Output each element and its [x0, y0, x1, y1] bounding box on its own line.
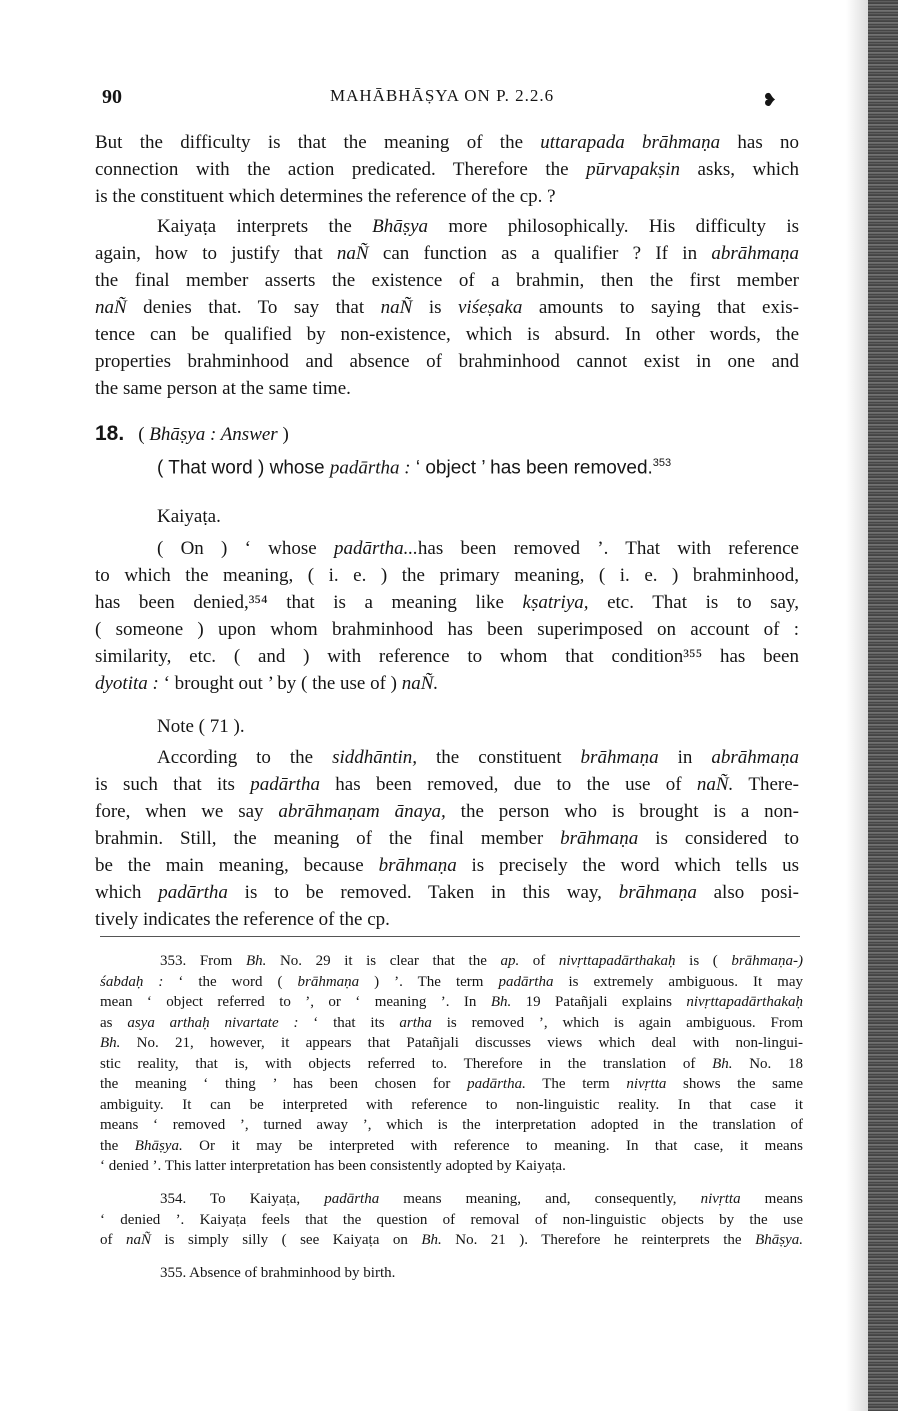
section-18 [95, 420, 799, 477]
text-line: ( On ) ‘ whose padārtha...has been removed ’. That with reference [157, 538, 799, 559]
text-line: ( someone ) upon whom brahminhood has been superimposed on account of : [95, 619, 799, 640]
commentary-label: Kaiyaṭa. [157, 506, 221, 527]
text-line: which padārtha is to be removed. Taken in this way, brāhmaṇa also posi- [95, 882, 800, 903]
footnote-line: ambiguity. It can be interpreted with reference to non-linguistic reality. In that case it [100, 1096, 803, 1113]
footnote-line: 354. To Kaiyaṭa, padārtha means meaning, and, consequently, nivṛtta means [160, 1191, 803, 1207]
footnote-line: of naÑ is simply silly ( see Kaiyaṭa on Bh. No. 21 ). Therefore he reinterprets the Bhāṣya. [100, 1232, 803, 1248]
margin-mark-icon: ❥ [762, 90, 778, 110]
text-line: is the constituent which determines the reference of the cp. ? [95, 186, 556, 207]
footnote-ref-353: 353 [652, 457, 672, 469]
footnote-line: Bh. No. 21, however, it appears that Patañjali discusses views which deal with non-lingui- [100, 1035, 803, 1051]
footnote-line: stic reality, that is, with objects referred to. Therefore in the translation of Bh. No. 18 [100, 1055, 803, 1072]
text-line: is such that its padārtha has been removed, due to the use of naÑ. There- [95, 774, 799, 795]
text-line: similarity, etc. ( and ) with reference to whom that condition³⁵⁵ has been [95, 646, 799, 667]
page-shadow [846, 0, 868, 1411]
text-line: tively indicates the reference of the cp. [95, 909, 390, 930]
text-line: the same person at the same time. [95, 378, 351, 399]
text-line: Kaiyaṭa interprets the Bhāṣya more philosophically. His difficulty is [157, 216, 799, 237]
text-line: the final member asserts the existence of a brahmin, then the first member [95, 270, 799, 291]
text-line: tence can be qualified by non-existence, which is absurd. In other words, the [95, 324, 799, 345]
text-line: again, how to justify that naÑ can function as a qualifier ? If in abrāhmaṇa [95, 243, 799, 264]
footnote-line: the meaning ‘ thing ’ has been chosen for padārtha. The term nivṛtta shows the same [100, 1076, 803, 1092]
page-number: 90 [102, 86, 122, 108]
section-heading: 18. ( Bhāṣya : Answer ) [95, 422, 289, 445]
text-line: brahmin. Still, the meaning of the final member brāhmaṇa is considered to [95, 828, 799, 849]
footnote-line: 355. Absence of brahminhood by birth. [160, 1265, 396, 1281]
text-line: properties brahminhood and absence of brahminhood cannot exist in one and [95, 351, 799, 372]
text-line: be the main meaning, because brāhmaṇa is precisely the word which tells us [95, 855, 799, 876]
footnote-354 [100, 1189, 803, 1251]
page-header [0, 86, 898, 112]
text-line: to which the meaning, ( i. e. ) the primary meaning, ( i. e. ) brahminhood, [95, 565, 799, 586]
footnote-355 [100, 1263, 803, 1284]
footnote-line: the Bhāṣya. Or it may be interpreted with reference to meaning. In that case, it means [100, 1137, 804, 1154]
footnote-353 [100, 951, 803, 1177]
footnote-line: mean ‘ object referred to ’, or ‘ meaning ’. In Bh. 19 Patañjali explains nivṛttapadārthakaḥ [100, 994, 803, 1010]
paragraph-kaiyata-commentary [95, 535, 799, 697]
footnote-line: ‘ denied ’. Kaiyaṭa feels that the question of removal of non-linguistic objects by the use [100, 1211, 803, 1228]
note-label: Note ( 71 ). [157, 716, 245, 737]
text-line: fore, when we say abrāhmaṇam ānaya, the person who is brought is a non- [95, 801, 799, 822]
text-line: dyotita : ‘ brought out ’ by ( the use of ) naÑ. [95, 673, 439, 694]
text-line: connection with the action predicated. Therefore the pūrvapakṣin asks, which [95, 159, 799, 180]
text-line: has been denied,³⁵⁴ that is a meaning like kṣatriya, etc. That is to say, [95, 592, 799, 613]
running-head: MAHĀBHĀṢYA ON P. 2.2.6 [330, 86, 555, 105]
text-line: But the difficulty is that the meaning of the uttarapada brāhmaṇa has no [95, 132, 799, 153]
paragraph-difficulty [95, 129, 799, 210]
footnote-divider [100, 936, 800, 937]
footnote-line: means ‘ removed ’, turned away ’, which is the interpretation adopted in the translation of [100, 1117, 803, 1133]
footnote-line: ‘ denied ’. This latter interpretation has been consistently adopted by Kaiyaṭa. [100, 1158, 566, 1174]
section-number: 18. [95, 422, 125, 445]
text-line: naÑ denies that. To say that naÑ is viśeṣaka amounts to saying that exis- [95, 297, 799, 318]
book-page-edge [868, 0, 898, 1411]
footnote-line: śabdaḥ : ‘ the word ( brāhmaṇa ) ’. The term padārtha is extremely ambiguous. It may [100, 973, 803, 990]
footnote-line: as asya arthaḥ nivartate : ‘ that its artha is removed ’, which is again ambiguous. From [100, 1014, 803, 1031]
paragraph-kaiyata-interpretation [95, 213, 799, 402]
bhasya-translation: ( That word ) whose padārtha : ‘ object ’ has been removed.$^{353}$ [157, 457, 672, 479]
paragraph-note-71 [95, 744, 799, 933]
footnote-line: 353. From Bh. No. 29 it is clear that the ap. of nivṛttapadārthakaḥ is ( brāhmaṇa-) [160, 953, 804, 969]
text-line: According to the siddhāntin, the constituent brāhmaṇa in abrāhmaṇa [157, 747, 800, 768]
